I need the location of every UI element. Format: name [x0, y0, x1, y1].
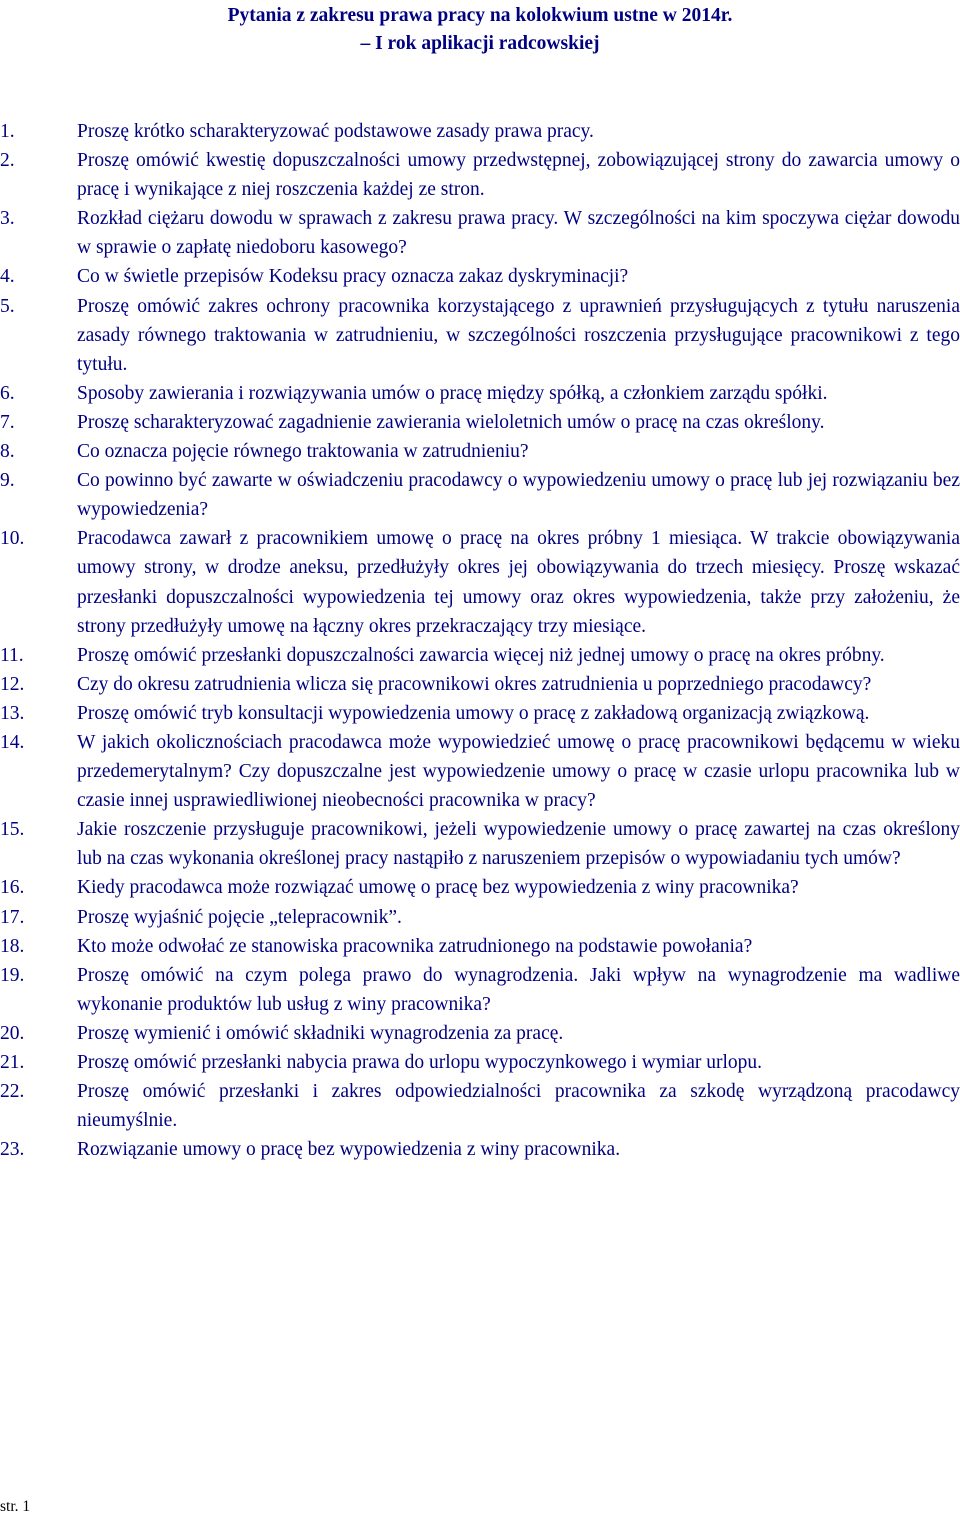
- question-text: Sposoby zawierania i rozwiązywania umów o pracę między spółką, a członkiem zarządu spółki.: [77, 382, 828, 404]
- question-number: 15.: [0, 819, 25, 841]
- question-text: Proszę omówić przesłanki dopuszczalności zawarcia więcej niż jednej umowy o pracę na okres próbny.: [77, 644, 885, 666]
- question-text: Proszę omówić na czym polega prawo do wynagrodzenia. Jaki wpływ na wynagrodzenie ma wadliwe wykonanie produktów lub usług z winy pracownika?: [77, 964, 960, 1015]
- question-text: Proszę omówić przesłanki i zakres odpowiedzialności pracownika za szkodę wyrządzoną pracodawcy nieumyślnie.: [77, 1081, 960, 1132]
- question-number: 3.: [0, 208, 15, 230]
- question-number: 21.: [0, 1052, 25, 1073]
- document-title: Pytania z zakresu prawa pracy na kolokwium ustne w 2014r.: [227, 5, 733, 26]
- question-text: Czy do okresu zatrudnienia wlicza się pracownikowi okres zatrudnienia u poprzedniego pracodawcy?: [77, 673, 872, 695]
- question-number: 16.: [0, 877, 25, 899]
- question-item: [0, 670, 960, 699]
- question-item: [0, 1019, 960, 1048]
- question-item: [0, 903, 960, 932]
- question-number: 10.: [0, 528, 25, 550]
- question-item: [0, 728, 960, 815]
- question-item: [0, 1135, 960, 1164]
- question-text: Pracodawca zawarł z pracownikiem umowę o pracę na okres próbny 1 miesiąca. W trakcie obowiązywania umowy strony, w drodze aneksu, przedłużyły okres jej obowiązywania do trzech miesięcy. Proszę wskazać przesłanki dopuszczalności wypowiedzenia tej umowy oraz okres wypowiedzenia, także przy założeniu, że strony przedłużyły umowę na łączny okres przekraczający trzy miesiące.: [77, 528, 960, 637]
- question-item: [0, 437, 960, 466]
- question-number: 14.: [0, 731, 25, 753]
- page-number: str. 1: [0, 1498, 31, 1515]
- question-number: 13.: [0, 702, 25, 724]
- question-number: 22.: [0, 1081, 25, 1103]
- question-item: [0, 1077, 960, 1135]
- question-item: [0, 466, 960, 524]
- question-text: Rozwiązanie umowy o pracę bez wypowiedzenia z winy pracownika.: [77, 1139, 621, 1161]
- question-item: [0, 292, 960, 379]
- question-item: [0, 873, 960, 902]
- question-number: 18.: [0, 935, 25, 957]
- question-number: 17.: [0, 906, 25, 928]
- question-text: Rozkład ciężaru dowodu w sprawach z zakresu prawa pracy. W szczególności na kim spoczywa ciężar dowodu w sprawie o zapłatę niedoboru kasowego?: [77, 208, 960, 259]
- question-item: [0, 524, 960, 640]
- question-text: Jakie roszczenie przysługuje pracownikowi, jeżeli wypowiedzenie umowy o pracę zawartej na czas określony lub na czas wykonania określonej pracy nastąpiło z naruszeniem przepisów o wypowiadaniu tych umów?: [77, 819, 960, 870]
- question-text: Proszę krótko scharakteryzować podstawowe zasady prawa pracy.: [77, 121, 594, 142]
- question-number: 7.: [0, 411, 15, 433]
- question-item: [0, 932, 960, 961]
- question-text: Proszę omówić zakres ochrony pracownika korzystającego z uprawnień przysługujących z tytułu naruszenia zasady równego traktowania w zatrudnieniu, w szczególności roszczenia przysługujące pracownikowi z tego tytułu.: [77, 295, 960, 375]
- question-text: W jakich okolicznościach pracodawca może wypowiedzieć umowę o pracę pracownikowi będącemu w wieku przedemerytalnym? Czy dopuszczalne jest wypowiedzenie umowy o pracę w czasie urlopu pracownika lub w czasie innej usprawiedliwionej nieobecności pracownika w pracy?: [77, 731, 960, 812]
- question-item: [0, 262, 960, 291]
- question-number: 4.: [0, 266, 15, 288]
- question-item: [0, 641, 960, 670]
- question-number: 19.: [0, 964, 25, 986]
- question-text: Proszę omówić kwestię dopuszczalności umowy przedwstępnej, zobowiązującej strony do zawarcia umowy o pracę i wynikające z niej roszczenia każdej ze stron.: [77, 150, 960, 201]
- question-text: Proszę wymienić i omówić składniki wynagrodzenia za pracę.: [77, 1022, 564, 1044]
- question-list: [0, 117, 960, 1164]
- question-text: Proszę omówić tryb konsultacji wypowiedzenia umowy o pracę z zakładową organizacją związkową.: [77, 702, 870, 724]
- question-item: [0, 961, 960, 1019]
- question-number: 23.: [0, 1139, 25, 1161]
- question-number: 11.: [0, 644, 24, 666]
- question-item: [0, 699, 960, 728]
- question-number: 6.: [0, 382, 15, 404]
- question-number: 8.: [0, 441, 15, 463]
- question-text: Proszę scharakteryzować zagadnienie zawierania wieloletnich umów o pracę na czas określony.: [77, 411, 825, 433]
- question-item: [0, 117, 960, 146]
- question-number: 5.: [0, 295, 15, 317]
- question-item: [0, 379, 960, 408]
- question-text: Co oznacza pojęcie równego traktowania w zatrudnieniu?: [77, 441, 529, 463]
- question-text: Proszę omówić przesłanki nabycia prawa do urlopu wypoczynkowego i wymiar urlopu.: [77, 1052, 763, 1073]
- question-number: 12.: [0, 673, 25, 695]
- question-item: [0, 815, 960, 873]
- question-text: Kto może odwołać ze stanowiska pracownika zatrudnionego na podstawie powołania?: [77, 935, 753, 957]
- document-subtitle: – I rok aplikacji radcowskiej: [360, 33, 600, 54]
- question-item: [0, 204, 960, 262]
- question-number: 20.: [0, 1022, 25, 1044]
- question-number: 9.: [0, 470, 15, 492]
- question-text: Proszę wyjaśnić pojęcie „telepracownik”.: [77, 906, 402, 928]
- question-text: Co w świetle przepisów Kodeksu pracy oznacza zakaz dyskryminacji?: [77, 266, 629, 288]
- question-number: 1.: [0, 121, 15, 142]
- question-text: Co powinno być zawarte w oświadczeniu pracodawcy o wypowiedzeniu umowy o pracę lub jej rozwiązaniu bez wypowiedzenia?: [77, 470, 960, 521]
- question-text: Kiedy pracodawca może rozwiązać umowę o pracę bez wypowiedzenia z winy pracownika?: [77, 877, 799, 899]
- question-number: 2.: [0, 150, 15, 172]
- question-item: [0, 146, 960, 204]
- question-item: [0, 408, 960, 437]
- question-item: [0, 1048, 960, 1077]
